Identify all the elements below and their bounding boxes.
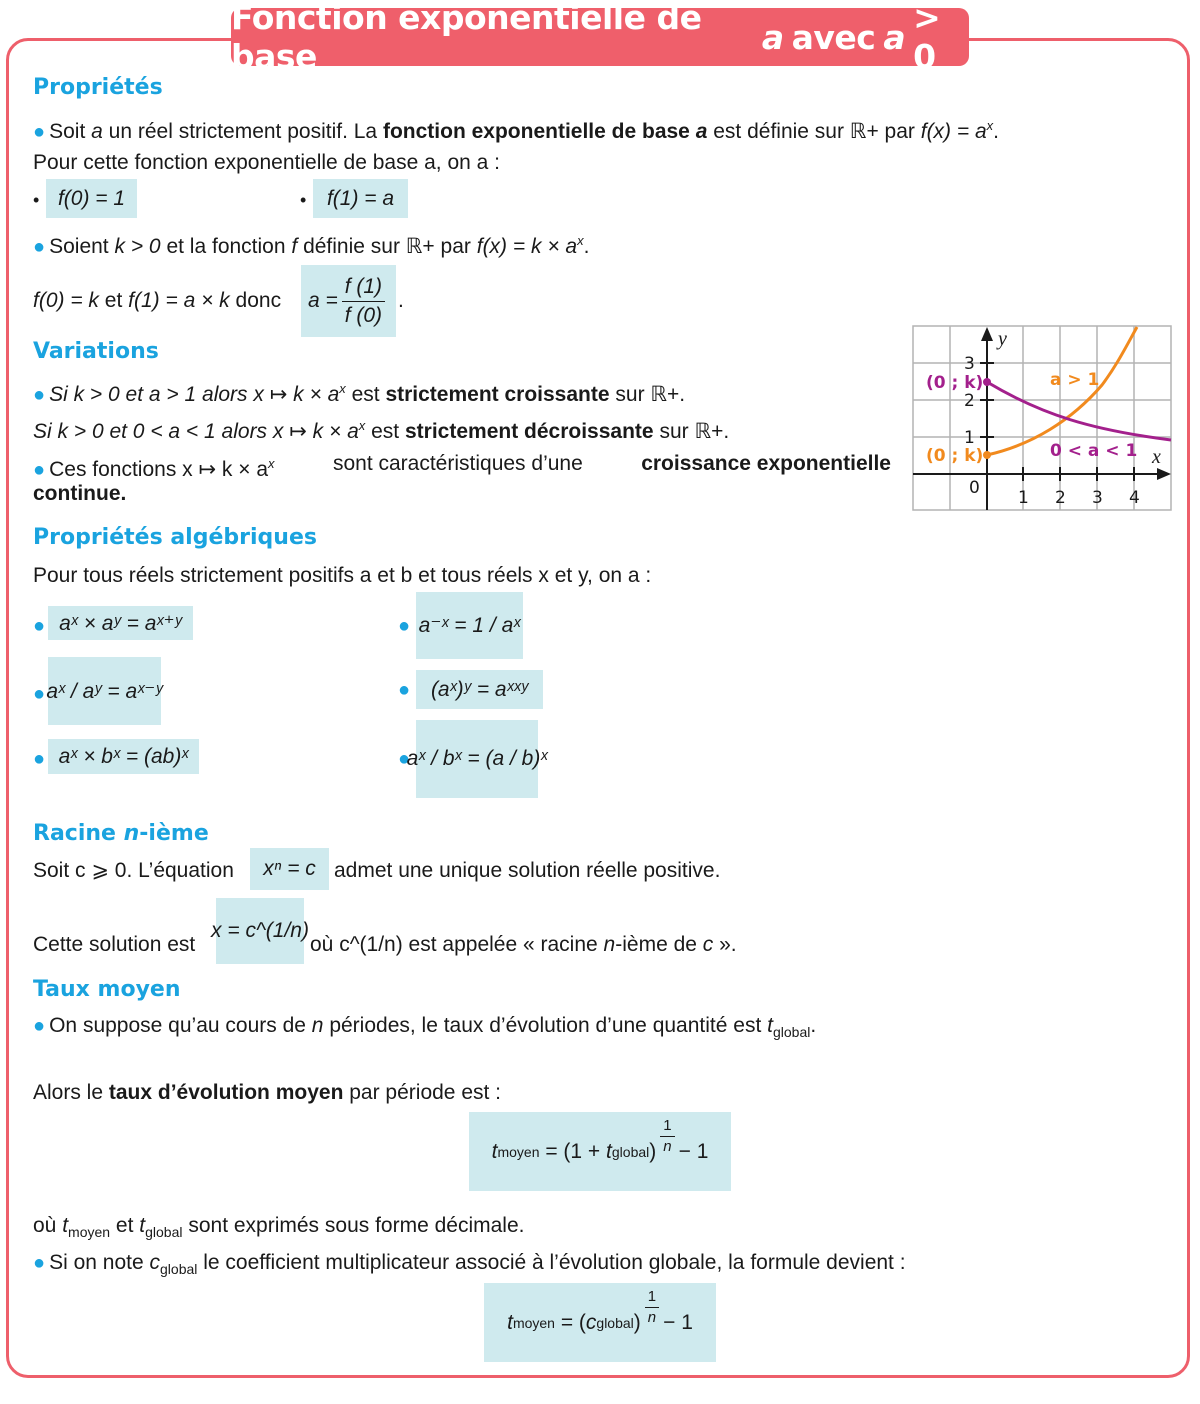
proprietes-line-4: f(0) = k et f(1) = a × k donc	[33, 289, 282, 312]
variations-line-3b: continue.	[33, 482, 127, 505]
racine-line-2: Cette solution est	[33, 933, 196, 956]
formula-box-f0: f(0) = 1	[46, 179, 137, 218]
heading-racine: Racine n-ième	[33, 821, 209, 846]
heading-proprietes: Propriétés	[33, 75, 163, 100]
formula-box-taux-moyen: t moyen = (1 + t global ) $\frac{1}{n}$ − 1	[469, 1112, 731, 1191]
formula-box-negative-exp: a⁻ˣ = 1 / aˣ	[416, 592, 523, 659]
page-title	[231, 0, 969, 76]
heading-algebriques: Propriétés algébriques	[33, 525, 317, 550]
bullet-icon: ●	[33, 384, 46, 406]
exponential-graph	[912, 325, 1172, 511]
bullet-icon: ●	[33, 121, 46, 143]
variations-line-2: Si k > 0 et 0 < a < 1 alors x ↦ $k \times a^x$ est strictement décroissante sur ℝ+.	[33, 418, 730, 443]
variations-line-1: ● Si k > 0 et a > 1 alors x ↦ $k \times a^x$ est strictement croissante sur ℝ+.	[33, 381, 686, 406]
title-text-2: avec	[791, 17, 876, 57]
svg-text:y: y	[998, 328, 1007, 350]
proprietes-line-2: Pour cette fonction exponentielle de base a, on a :	[33, 151, 500, 174]
bullet-icon: ●	[398, 615, 411, 637]
svg-text:3: 3	[1092, 488, 1103, 508]
svg-text:x: x	[1152, 446, 1161, 468]
taux-line-3: où $t_{moyen}$ et $t_{global}$ sont exprimés sous forme décimale.	[33, 1214, 525, 1241]
bullet-icon: ●	[398, 748, 411, 770]
racine-line-2-end: où c^(1/n) est appelée « racine n-ième de c ».	[310, 933, 737, 956]
proprietes-line-1: ● Soit a un réel strictement positif. La fonction exponentielle de base a est définie sur ℝ+ par $f(x) = a^x$.	[33, 118, 1000, 143]
svg-text:4: 4	[1129, 488, 1140, 508]
variations-line-3: ● Ces fonctions x ↦ $k \times a^x$ sont caractéristiques d’une croissance exponentielle	[33, 452, 891, 481]
heading-taux: Taux moyen	[33, 977, 181, 1002]
svg-text:2: 2	[964, 391, 975, 411]
taux-line-4: ● Si on note $c_{global}$ le coefficient multiplicateur associé à l’évolution globale, la formule devient :	[33, 1251, 906, 1278]
formula-box-f1: f(1) = a	[313, 179, 408, 218]
bullet-icon: ●	[33, 1252, 46, 1274]
bullet-icon: ●	[33, 236, 46, 258]
formula-box-product-base: aˣ × bˣ = (ab)ˣ	[48, 739, 199, 774]
formula-box-equation: xⁿ = c	[250, 848, 329, 890]
y-axis-arrow-icon	[981, 327, 993, 341]
svg-text:0: 0	[969, 478, 980, 498]
svg-text:1: 1	[1018, 488, 1029, 508]
formula-box-product: aˣ × aʸ = aˣ⁺ʸ	[48, 606, 193, 640]
period: .	[398, 289, 404, 312]
heading-variations: Variations	[33, 339, 159, 364]
title-var: a	[761, 17, 784, 57]
formula-box-a-ratio: a = $\frac{f (1)}{f (0)}$	[301, 265, 396, 337]
formula-box-quotient: aˣ / aʸ = aˣ⁻ʸ	[48, 657, 161, 725]
svg-text:a > 1: a > 1	[1050, 370, 1100, 390]
formula-box-power: (aˣ)ʸ = aˣˣʸ	[416, 670, 543, 709]
svg-text:0 < a < 1: 0 < a < 1	[1050, 441, 1138, 461]
algebriques-intro: Pour tous réels strictement positifs a et b et tous réels x et y, on a :	[33, 564, 652, 587]
bullet-icon: ●	[33, 615, 46, 637]
bullet-icon: ●	[33, 459, 46, 481]
bullet-icon: ●	[398, 679, 411, 701]
svg-text:2: 2	[1055, 488, 1066, 508]
racine-line-1: Soit c ⩾ 0. L’équation	[33, 859, 234, 882]
svg-text:1: 1	[964, 428, 975, 448]
title-condition: > 0	[913, 0, 941, 76]
taux-line-2: Alors le taux d’évolution moyen par période est :	[33, 1081, 502, 1104]
title-var-2: a	[883, 17, 906, 57]
svg-text:(0 ; k): (0 ; k)	[926, 373, 984, 393]
racine-line-1-end: admet une unique solution réelle positive.	[334, 859, 721, 882]
taux-line-1: ● On suppose qu’au cours de n périodes, le taux d’évolution d’une quantité est $t_{global}$.	[33, 1014, 817, 1041]
bullet-icon: ●	[33, 1015, 46, 1037]
title-text: Fonction exponentielle de base	[231, 0, 702, 76]
bullet-marker: •	[33, 190, 40, 210]
svg-text:(0 ; k): (0 ; k)	[926, 446, 984, 466]
formula-box-taux-moyen-coef: t moyen = ( c global ) $\frac{1}{n}$ − 1	[484, 1283, 716, 1362]
bullet-icon: ●	[33, 683, 46, 705]
formula-box-quotient-base: aˣ / bˣ = (a / b)ˣ	[416, 720, 538, 798]
bullet-icon: ●	[33, 748, 46, 770]
proprietes-line-3: ● Soient k > 0 et la fonction f définie sur ℝ+ par $f(x) = k \times a^x$.	[33, 233, 590, 258]
svg-text:3: 3	[964, 354, 975, 374]
bullet-marker: •	[300, 190, 307, 210]
x-axis-arrow-icon	[1157, 468, 1171, 480]
formula-box-root: x = c^(1/n)	[216, 898, 304, 964]
